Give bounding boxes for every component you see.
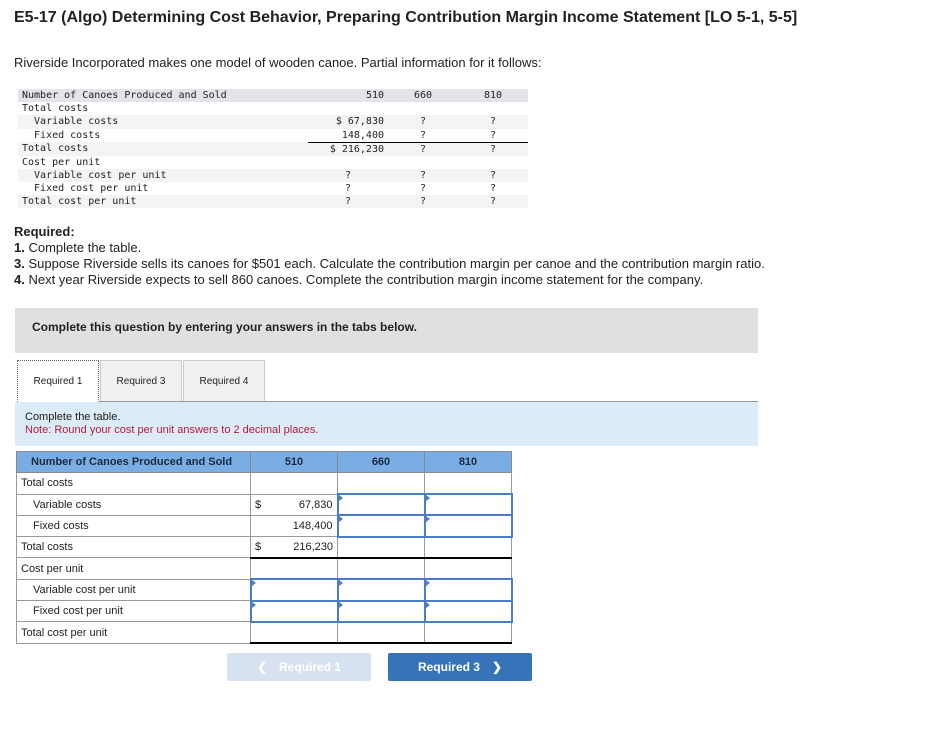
tab-required-4[interactable]: Required 4 bbox=[183, 360, 265, 402]
value: ? bbox=[388, 129, 458, 143]
instruction-banner: Complete this question by entering your answers in the tabs below. bbox=[15, 308, 758, 353]
value: ? bbox=[458, 195, 528, 208]
fixed-costs-510: 148,400 bbox=[251, 515, 338, 536]
note-box bbox=[15, 402, 758, 446]
required-item-4 bbox=[14, 272, 765, 288]
value: $ 67,830 bbox=[308, 115, 388, 128]
row-label: Fixed cost per unit bbox=[22, 183, 149, 195]
total-cost-per-unit-810 bbox=[425, 622, 512, 643]
variable-costs-660-input[interactable] bbox=[338, 494, 425, 515]
value: ? bbox=[388, 195, 458, 208]
header-label: Number of Canoes Produced and Sold bbox=[17, 452, 251, 473]
header-label: Number of Canoes Produced and Sold bbox=[18, 89, 308, 102]
total-costs-660 bbox=[338, 537, 425, 558]
item-text: Next year Riverside expects to sell 860 canoes. Complete the contribution margin income statement for the company. bbox=[24, 272, 704, 287]
value: ? bbox=[458, 115, 528, 128]
value: ? bbox=[308, 195, 388, 208]
tab-required-3[interactable]: Required 3 bbox=[100, 360, 182, 402]
value: $ 216,230 bbox=[308, 142, 388, 156]
row-label: Variable cost per unit bbox=[17, 579, 251, 600]
note-instruction: Complete the table. bbox=[25, 411, 121, 423]
fixed-cost-per-unit-810-input[interactable] bbox=[425, 601, 512, 622]
value: ? bbox=[388, 142, 458, 156]
total-cost-per-unit-660 bbox=[338, 622, 425, 643]
header-660: 660 bbox=[338, 452, 425, 473]
item-text: Suppose Riverside sells its canoes for $501 each. Calculate the contribution margin per canoe and the contribution margin ratio. bbox=[24, 256, 765, 271]
value: 148,400 bbox=[308, 129, 388, 143]
row-label: Cost per unit bbox=[17, 558, 251, 579]
header-810: 810 bbox=[458, 89, 528, 102]
row-label: Total cost per unit bbox=[18, 195, 308, 208]
row-label: Fixed costs bbox=[17, 515, 251, 536]
variable-costs-810-input[interactable] bbox=[425, 494, 512, 515]
header-510: 510 bbox=[251, 452, 338, 473]
row-label: Fixed cost per unit bbox=[17, 601, 251, 622]
total-costs-810 bbox=[425, 537, 512, 558]
row-label: Variable cost per unit bbox=[18, 169, 308, 182]
value: ? bbox=[388, 169, 458, 182]
total-costs-510: 216,230 bbox=[293, 541, 333, 554]
item-text: Complete the table. bbox=[24, 240, 142, 255]
required-item-3 bbox=[14, 256, 765, 272]
required-item-1 bbox=[14, 240, 765, 256]
row-label: Total costs bbox=[22, 103, 89, 115]
required-heading: Required: bbox=[14, 224, 75, 239]
row-label: Total costs bbox=[17, 537, 251, 558]
row-label: Variable costs bbox=[17, 494, 251, 515]
intro-text: Riverside Incorporated makes one model of wooden canoe. Partial information for it follows: bbox=[14, 55, 542, 70]
note-rounding: Note: Round your cost per unit answers to 2 decimal places. bbox=[25, 424, 319, 436]
prev-required-1-button[interactable] bbox=[227, 653, 371, 681]
row-label: Fixed costs bbox=[22, 129, 101, 141]
row-label: Cost per unit bbox=[22, 156, 101, 168]
fixed-costs-810-input[interactable] bbox=[425, 515, 512, 536]
header-660: 660 bbox=[388, 89, 458, 102]
fixed-cost-per-unit-510-input[interactable] bbox=[251, 601, 338, 622]
next-label: Required 3 bbox=[417, 660, 480, 674]
page-title: E5-17 (Algo) Determining Cost Behavior, Preparing Contribution Margin Income Statement [LO 5-1, 5-5] bbox=[14, 9, 798, 26]
variable-costs-510: 67,830 bbox=[298, 498, 333, 511]
row-label: Total cost per unit bbox=[17, 622, 251, 643]
item-number: 3. bbox=[14, 256, 25, 271]
variable-cost-per-unit-660-input[interactable] bbox=[338, 579, 425, 600]
given-data-table bbox=[18, 89, 528, 208]
currency-sign: $ bbox=[255, 541, 262, 554]
prev-label: Required 1 bbox=[279, 660, 342, 674]
chevron-right-icon: ❯ bbox=[491, 660, 503, 674]
value: ? bbox=[344, 183, 352, 195]
required-section bbox=[14, 224, 765, 288]
row-label: Total costs bbox=[18, 142, 308, 156]
variable-cost-per-unit-810-input[interactable] bbox=[425, 579, 512, 600]
value: ? bbox=[458, 129, 528, 143]
value: ? bbox=[308, 169, 388, 182]
currency-sign: $ bbox=[255, 498, 262, 511]
header-510: 510 bbox=[308, 89, 388, 102]
answer-table bbox=[16, 451, 513, 644]
value: ? bbox=[419, 183, 427, 195]
item-number: 1. bbox=[14, 240, 25, 255]
row-label: Variable costs bbox=[18, 115, 308, 128]
item-number: 4. bbox=[14, 272, 25, 287]
fixed-costs-660-input[interactable] bbox=[338, 515, 425, 536]
value: ? bbox=[458, 169, 528, 182]
total-cost-per-unit-510 bbox=[251, 622, 338, 643]
next-required-3-button[interactable] bbox=[388, 653, 532, 681]
header-810: 810 bbox=[425, 452, 512, 473]
chevron-left-icon: ❮ bbox=[256, 660, 268, 674]
value: ? bbox=[388, 115, 458, 128]
fixed-cost-per-unit-660-input[interactable] bbox=[338, 601, 425, 622]
value: ? bbox=[458, 142, 528, 156]
row-label: Total costs bbox=[17, 473, 251, 494]
variable-cost-per-unit-510-input[interactable] bbox=[251, 579, 338, 600]
value: ? bbox=[489, 183, 497, 195]
tab-required-1[interactable]: Required 1 bbox=[17, 360, 99, 402]
